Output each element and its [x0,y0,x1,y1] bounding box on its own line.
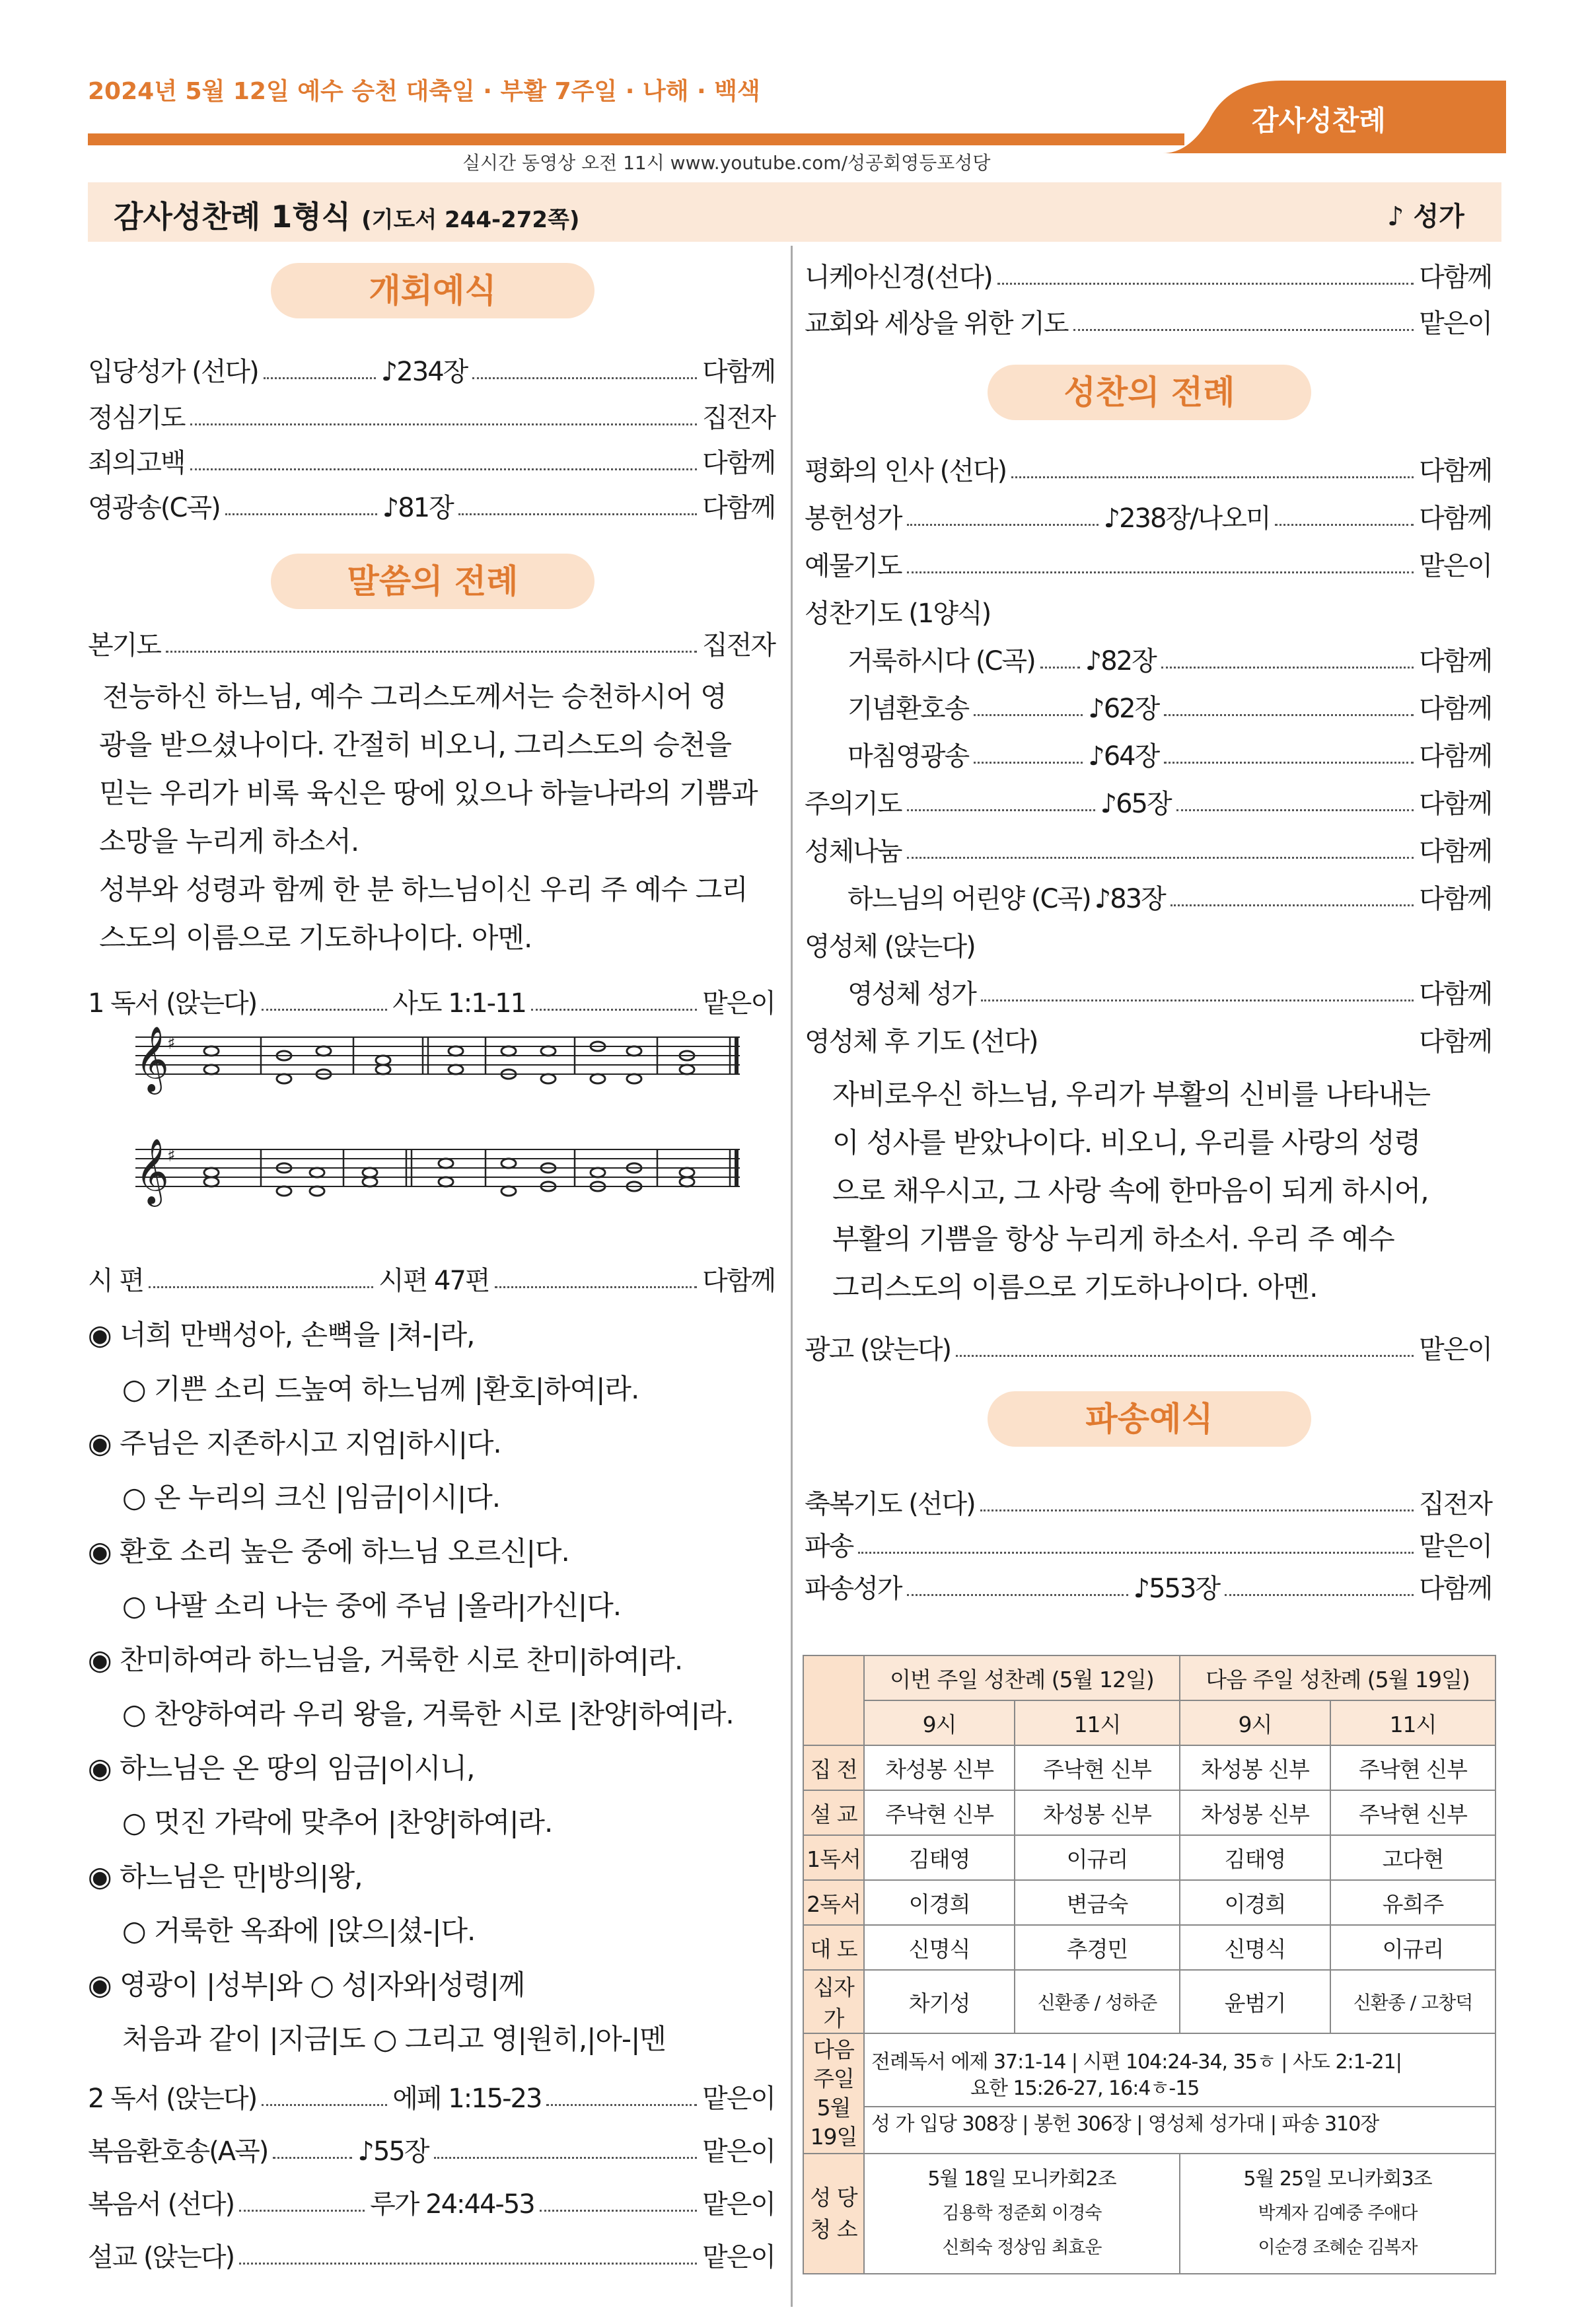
psalm-verse: ○ 기쁜 소리 드높여 하느님께 |환호|하여|라. [122,1373,639,1405]
list-item: 니케아신경(선다) 다함께 [805,262,1492,293]
eucharistic-prayer-heading: 성찬기도 (1양식) [805,599,991,629]
list-item: 광고 (앉는다) 맡은이 [805,1334,1492,1365]
next-readings: 전례독서 에제 37:1-14 | 시편 104:24-34, 35ㅎ | 사도 2:1-21| [871,2051,1402,2074]
table-row: 2독서 이경희 변금숙 이경희 유희주 [803,1880,1496,1925]
psalm-verse: ○ 멋진 가락에 맞추어 |찬양|하여|라. [122,1806,553,1838]
psalm-verse: ◉ 하느님은 온 땅의 임금|이시니, [88,1752,475,1784]
cleaning-row [803,2154,1496,2274]
list-item: 본기도 집전자 [88,630,775,661]
header-tab-label: 감사성찬례 [1252,104,1386,137]
header-rule [88,133,1184,145]
psalm-verse: ○ 찬양하여라 우리 왕을, 거룩한 시로 |찬양|하여|라. [122,1698,734,1730]
page-title: 감사성찬례 1형식 (기도서 244-272쪽) [114,199,580,235]
communion-heading: 영성체 (앉는다) [805,931,975,962]
svg-text:♯: ♯ [167,1034,176,1054]
time-header: 9시 [1180,1700,1330,1745]
list-item: 1 독서 (앉는다) 사도 1:1-11 맡은이 [88,988,775,1019]
list-item: 거룩하시다 (C곡) ♪82장 다함께 [847,646,1492,676]
list-item: 교회와 세상을 위한 기도 맡은이 [805,309,1492,339]
cleaning-group-b: 5월 25일 모니카회3조 박계자 김예중 주애다 이순경 조혜순 김복자 [1180,2154,1496,2274]
list-item: 영성체 후 기도 (선다) 다함께 [805,1027,1492,1057]
psalm-verse: ○ 거룩한 옥좌에 |앉으|셨-|다. [122,1914,476,1947]
psalm-verse: ◉ 찬미하여라 하느님을, 거룩한 시로 찬미|하여|라. [88,1644,683,1676]
list-item: 파송성가 ♪553장 다함께 [805,1574,1492,1604]
cleaning-group-a: 5월 18일 모니카회2조 김용학 정준회 이경숙 신희숙 정상임 최효운 [864,2154,1180,2274]
svg-text:𝄞: 𝄞 [135,1138,169,1204]
psalm-verse: ◉ 하느님은 만|방의|왕, [88,1860,363,1893]
list-item: 파송 맡은이 [805,1531,1492,1562]
seongga-legend: ♪ 성가 [1387,201,1464,232]
time-header: 11시 [1015,1700,1180,1745]
date-line: 2024년 5월 12일 예수 승천 대축일 · 부활 7주일 · 나해 · 백색 [88,78,760,105]
list-item: 영광송(C곡) ♪81장 다함께 [88,493,775,523]
section-opening: 개회예식 [271,263,595,318]
post-communion-prayer: 자비로우신 하느님, 우리가 부활의 신비를 나타내는 이 성사를 받았나이다. 비오니, 우리를 사랑의 성령 으로 채우시고, 그 사랑 속에 한마음이 되게 하시어, 부활의 기쁨을 항상 누리게 하소서. 우리 주 예수 그리스도의 이름으로 기도하나이다. 아멘. [832,1078,1431,1303]
list-item: 성체나눔 다함께 [805,836,1492,867]
table-row: 집 전 차성봉 신부 주낙현 신부 차성봉 신부 주낙현 신부 [803,1745,1496,1790]
section-dismissal: 파송예식 [988,1391,1311,1447]
section-word: 말씀의 전례 [271,554,595,609]
psalm-verse: ◉ 환호 소리 높은 중에 하느님 오르신|다. [88,1535,569,1568]
list-item: 기념환호송 ♪62장 다함께 [847,694,1492,724]
list-item: 2 독서 (앉는다) 에페 1:15-23 맡은이 [88,2084,775,2114]
list-item: 복음환호송(A곡) ♪55장 맡은이 [88,2136,775,2167]
list-item: 마침영광송 ♪64장 다함께 [847,741,1492,772]
list-item: 축복기도 (선다) 집전자 [805,1489,1492,1519]
psalm-verse: ◉ 너희 만백성아, 손뼉을 |쳐-|라, [88,1319,475,1351]
time-header: 9시 [864,1700,1015,1745]
next-sunday-info [864,2033,1496,2154]
column-divider [791,246,793,2307]
section-eucharist: 성찬의 전례 [988,365,1311,420]
psalm-verse: ◉ 영광이 |성부|와 ○ 성|자와|성령|께 [88,1969,525,2001]
next-readings-gospel: 요한 15:26-27, 16:4ㅎ-15 [970,2077,1200,2100]
psalm-verse: ○ 온 누리의 크신 |임금|이시|다. [122,1481,501,1513]
list-item: 시 편 시편 47편 다함께 [88,1266,775,1296]
list-item: 하느님의 어린양 (C곡) ♪83장 다함께 [847,884,1492,914]
psalm-verse: ○ 나팔 소리 나는 중에 주님 |올라|가신|다. [122,1589,622,1622]
table-row: 설 교 주낙현 신부 차성봉 신부 차성봉 신부 주낙현 신부 [803,1790,1496,1835]
list-item: 입당성가 (선다) ♪234장 다함께 [88,357,775,387]
list-item: 예물기도 맡은이 [805,551,1492,581]
next-week-header: 다음 주일 성찬례 (5월 19일) [1180,1655,1496,1700]
psalm-verse: ◉ 주님은 지존하시고 지엄|하시|다. [88,1427,501,1459]
cleaning-label: 성 당 청 소 [803,2154,864,2274]
psalm-tone-score [135,1017,743,1242]
collect-prayer: 전능하신 하느님, 예수 그리스도께서는 승천하시어 영 광을 받으셨나이다. 간절히 비오니, 그리스도의 승천을 믿는 우리가 비록 육신은 땅에 있으나 하늘나라의 기쁨과 소망을 누리게 하소서. 성부와 성령과 함께 한 분 하느님이신 우리 주 예수 그리 스도의 이름으로 기도하나이다. 아멘. [99,680,758,954]
service-schedule-table [803,1655,1496,2274]
svg-text:𝄞: 𝄞 [135,1026,169,1092]
list-item: 영성체 성가 다함께 [847,979,1492,1009]
list-item: 복음서 (선다) 루가 24:44-53 맡은이 [88,2189,775,2220]
list-item: 주의기도 ♪65장 다함께 [805,789,1492,819]
next-hymns: 성 가 입당 308장 | 봉헌 306장 | 영성체 성가대 | 파송 310장 [865,2106,1495,2138]
table-row: 대 도 신명식 추경민 신명식 이규리 [803,1925,1496,1970]
psalm-verse: 처음과 같이 |지금|도 ○ 그리고 영|원히,|아-|멘 [122,2023,666,2055]
svg-text:♯: ♯ [167,1146,176,1166]
table-corner [803,1655,864,1745]
page-subtitle: (기도서 244-272쪽) [361,207,580,233]
this-week-header: 이번 주일 성찬례 (5월 12일) [864,1655,1180,1700]
live-stream-line: 실시간 동영상 오전 11시 www.youtube.com/성공회영등포성당 [462,152,991,174]
time-header: 11시 [1330,1700,1496,1745]
list-item: 설교 (앉는다) 맡은이 [88,2242,775,2272]
list-item: 봉헌성가 ♪238장/나오미 다함께 [805,503,1492,534]
next-sunday-row [803,2033,1496,2154]
next-sunday-label: 다음 주일 5월 19일 [803,2033,864,2154]
table-row: 십자가 차기성 신환종 / 성하준 윤범기 신환종 / 고창덕 [803,1970,1496,2033]
table-row: 1독서 김태영 이규리 김태영 고다현 [803,1835,1496,1880]
list-item: 평화의 인사 (선다) 다함께 [805,456,1492,486]
list-item: 죄의고백 다함께 [88,448,775,478]
list-item: 정심기도 집전자 [88,403,775,433]
